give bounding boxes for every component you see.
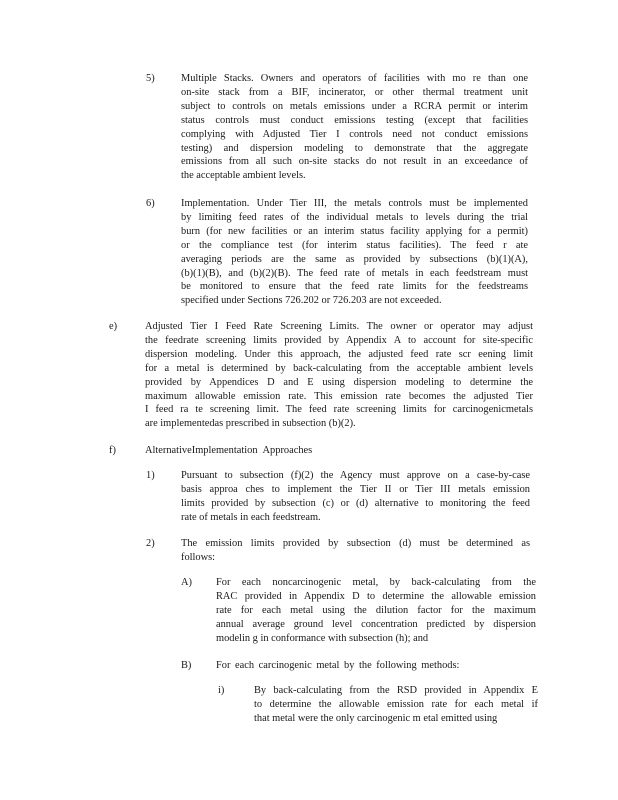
item-label: 2) (146, 538, 155, 549)
text-line: basis approa ches to implement the Tier II or Tier III metals emission (181, 483, 530, 495)
item-text (216, 659, 536, 673)
text-line: RAC provided in Appendix D to determine the allowable emission (216, 590, 536, 602)
item-label: 5) (146, 73, 155, 84)
section-heading: AlternativeImplementation Approaches (145, 445, 313, 456)
text-line: the feedrate screening limits provided by Appendix A to account for site-specific (145, 334, 533, 346)
item-label: 1) (146, 470, 155, 481)
text-line: be monitored to ensure that the feed rate limits for the feedstreams (181, 281, 528, 293)
text-line: complying with Adjusted Tier I controls need not conduct emissions (181, 128, 528, 140)
item-text (181, 197, 528, 308)
text-line: Adjusted Tier I Feed Rate Screening Limits. The owner or operator may adjust (145, 321, 533, 332)
text-line: follows: (181, 551, 216, 563)
item-text (145, 320, 533, 431)
text-line: Implementation. Under Tier III, the metals controls must be implemented (181, 198, 528, 209)
text-line: averaging periods are the same as provided by subsections (b)(1)(A), (181, 253, 528, 265)
text-line: that metal were the only carcinogenic m etal emitted using (254, 712, 498, 724)
text-line: burn (for new facilities or an interim status facility applying for a permit) (181, 225, 528, 237)
text-line: subject to controls on metals emissions under a RCRA permit or interim (181, 100, 528, 112)
item-label: f) (109, 445, 116, 456)
text-line: limits provided by subsection (c) or (d) alternative to monitoring the feed (181, 497, 530, 509)
item-label: e) (109, 321, 118, 332)
item-5-multiple-stacks (146, 72, 528, 184)
item-f-2 (146, 537, 530, 565)
text-line: annual average ground level concentration predicted by dispersion (216, 618, 536, 630)
text-line: to determine the allowable emission rate for each metal if (254, 698, 538, 710)
item-e-adjusted-tier-i (109, 320, 533, 432)
text-line: by limiting feed rates of the individual metals to levels during the trial (181, 211, 528, 223)
text-line: status controls must conduct emissions testing (except that facilities (181, 114, 528, 126)
text-line: the acceptable ambient levels. (181, 170, 306, 182)
item-B-carcinogenic (181, 659, 536, 673)
text-line: maximum allowable emission rate. This emission rate becomes the adjusted Tier (145, 390, 533, 402)
item-label: 6) (146, 198, 155, 209)
item-text (181, 537, 530, 565)
text-line: are implementedas prescribed in subsection (b)(2). (145, 418, 356, 430)
item-text (216, 576, 536, 646)
text-line: on-site stack from a BIF, incinerator, or other thermal treatment unit (181, 86, 528, 98)
item-label: i) (218, 685, 225, 696)
text-line: For each noncarcinogenic metal, by back-calculating from the (216, 577, 536, 588)
text-line: dispersion modeling. Under this approach, the adjusted feed rate scr eening limit (145, 348, 533, 360)
text-line: Pursuant to subsection (f)(2) the Agency must approve on a case-by-case (181, 470, 530, 481)
text-line: for a metal is determined by back-calculating from the acceptable ambient levels (145, 362, 533, 374)
text-line: testing) and dispersion modeling to demonstrate that the aggregate (181, 142, 528, 154)
item-text (181, 469, 530, 525)
text-line: I feed ra te screening limit. The feed rate screening limits for carcinogenicmetals (145, 404, 533, 416)
text-line: By back-calculating from the RSD provided in Appendix E (254, 685, 538, 696)
text-line: rate of metals in each feedstream. (181, 511, 321, 523)
text-line: emissions from all such on-site stacks do not result in an exceedance of (181, 156, 528, 168)
item-label: B) (181, 660, 192, 671)
text-line: Multiple Stacks. Owners and operators of facilities with mo re than one (181, 73, 528, 84)
text-line: For each carcinogenic metal by the following methods: (216, 660, 460, 671)
text-line: The emission limits provided by subsection (d) must be determined as (181, 538, 530, 549)
item-text (181, 72, 528, 183)
item-text (254, 684, 538, 726)
text-line: (b)(1)(B), and (b)(2)(B). The feed rate of metals in each feedstream must (181, 267, 528, 279)
text-line: modelin g in conformance with subsection (h); and (216, 632, 429, 644)
item-f-1 (146, 469, 530, 525)
item-A-noncarcinogenic (181, 576, 536, 646)
text-line: provided by Appendices D and E using dispersion modeling to determine the (145, 376, 533, 388)
item-f-alternative (109, 444, 533, 458)
item-i-rsd (218, 684, 538, 726)
item-label: A) (181, 577, 192, 588)
text-line: rate for each metal using the dilution factor for the maximum (216, 604, 536, 616)
text-line: or the compliance test (for interim status facilities). The feed r ate (181, 239, 528, 251)
text-line: specified under Sections 726.202 or 726.203 are not exceeded. (181, 295, 442, 307)
item-6-implementation (146, 197, 528, 309)
